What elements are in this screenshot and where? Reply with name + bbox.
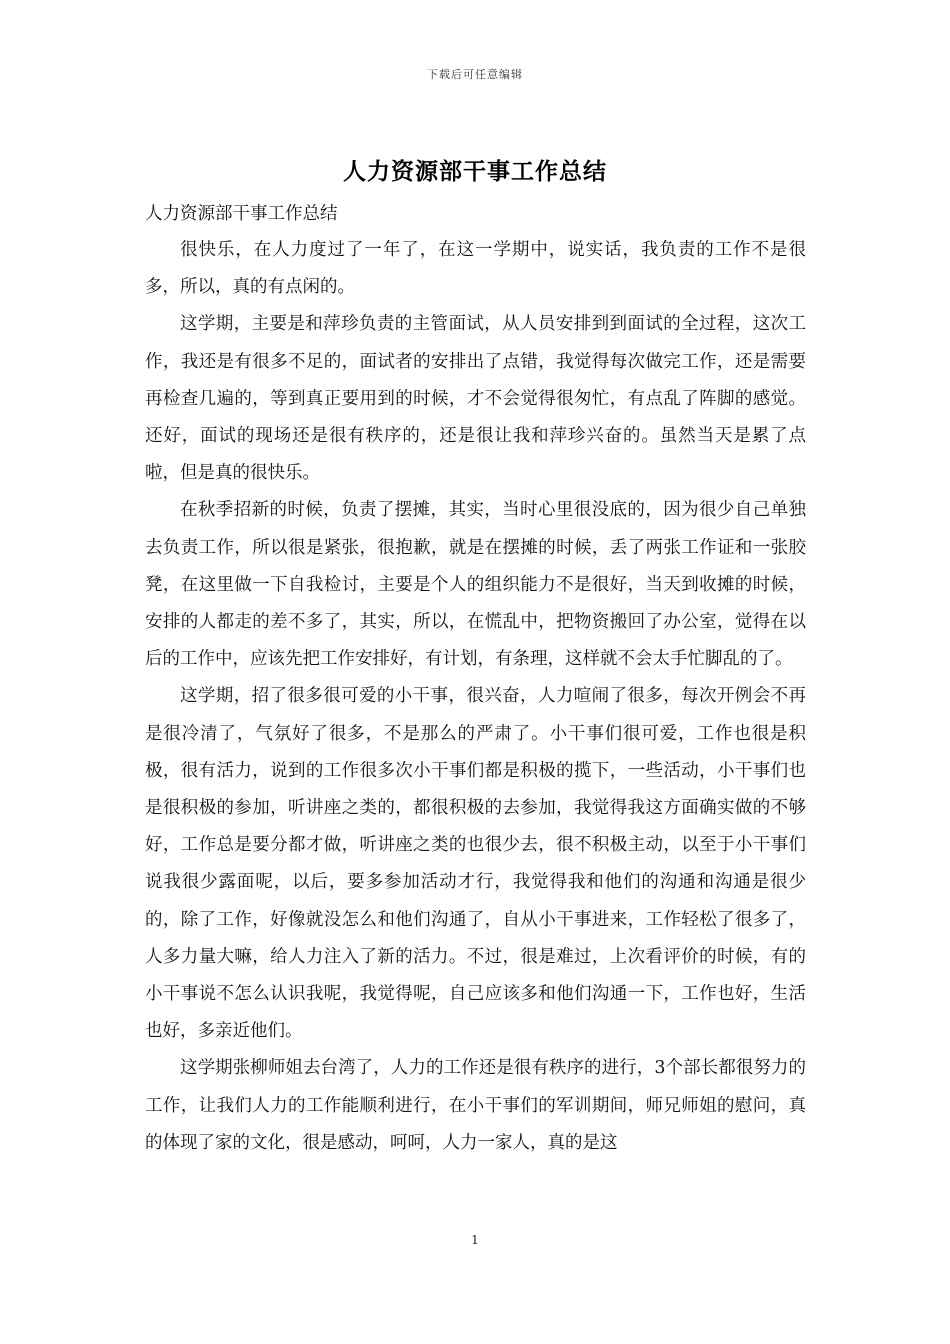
page-number: 1 (471, 1233, 479, 1247)
document-title: 人力资源部干事工作总结 (343, 158, 607, 185)
header-note: 下载后可任意编辑 (427, 68, 523, 81)
paragraph-1: 很快乐，在人力度过了一年了，在这一学期中，说实话，我负责的工作不是很多，所以，真的有点闲的。 (145, 240, 806, 298)
paragraph-5: 这学期张柳师姐去台湾了，人力的工作还是很有秩序的进行，3个部长都很努力的工作，让我们人力的工作能顺利进行，在小干事们的军训期间，师兄师姐的慰问，真的体现了家的文化，很是感动，呵呵，人力一家人，真的是这 (145, 1058, 806, 1153)
paragraph-4: 这学期，招了很多很可爱的小干事，很兴奋，人力喧闹了很多，每次开例会不再是很冷清了，气氛好了很多，不是那么的严肃了。小干事们很可爱，工作也很是积极，很有活力，说到的工作很多次小干事们都是积极的揽下，一些活动，小干事们也是很积极的参加，听讲座之类的，都很积极的去参加，我觉得我这方面确实做的不够好，工作总是要分都才做，听讲座之类的也很少去，很不积极主动，以至于小干事们说我很少露面呢，以后，要多参加活动才行，我觉得我和他们的沟通和沟通是很少的，除了工作，好像就没怎么和他们沟通了，自从小干事进来，工作轻松了很多了，人多力量大嘛，给人力注入了新的活力。不过，很是难过，上次看评价的时候，有的小干事说不怎么认识我呢，我觉得呢，自己应该多和他们沟通一下，工作也好，生活也好，多亲近他们。 (145, 686, 806, 1042)
document-body (145, 196, 806, 1162)
paragraph-3: 在秋季招新的时候，负责了摆摊，其实，当时心里很没底的，因为很少自己单独去负责工作，所以很是紧张，很抱歉，就是在摆摊的时候，丢了两张工作证和一张胶凳，在这里做一下自我检讨，主要是个人的组织能力不是很好，当天到收摊的时候，安排的人都走的差不多了，其实，所以，在慌乱中，把物资搬回了办公室，觉得在以后的工作中，应该先把工作安排好，有计划，有条理，这样就不会太手忙脚乱的了。 (145, 500, 806, 670)
document-subtitle: 人力资源部干事工作总结 (145, 204, 338, 224)
paragraph-2: 这学期，主要是和萍珍负责的主管面试，从人员安排到到面试的全过程，这次工作，我还是有很多不足的，面试者的安排出了点错，我觉得每次做完工作，还是需要再检查几遍的，等到真正要用到的时候，才不会觉得很匆忙，有点乱了阵脚的感觉。还好，面试的现场还是很有秩序的，还是很让我和萍珍兴奋的。虽然当天是累了点啦，但是真的很快乐。 (145, 314, 806, 484)
